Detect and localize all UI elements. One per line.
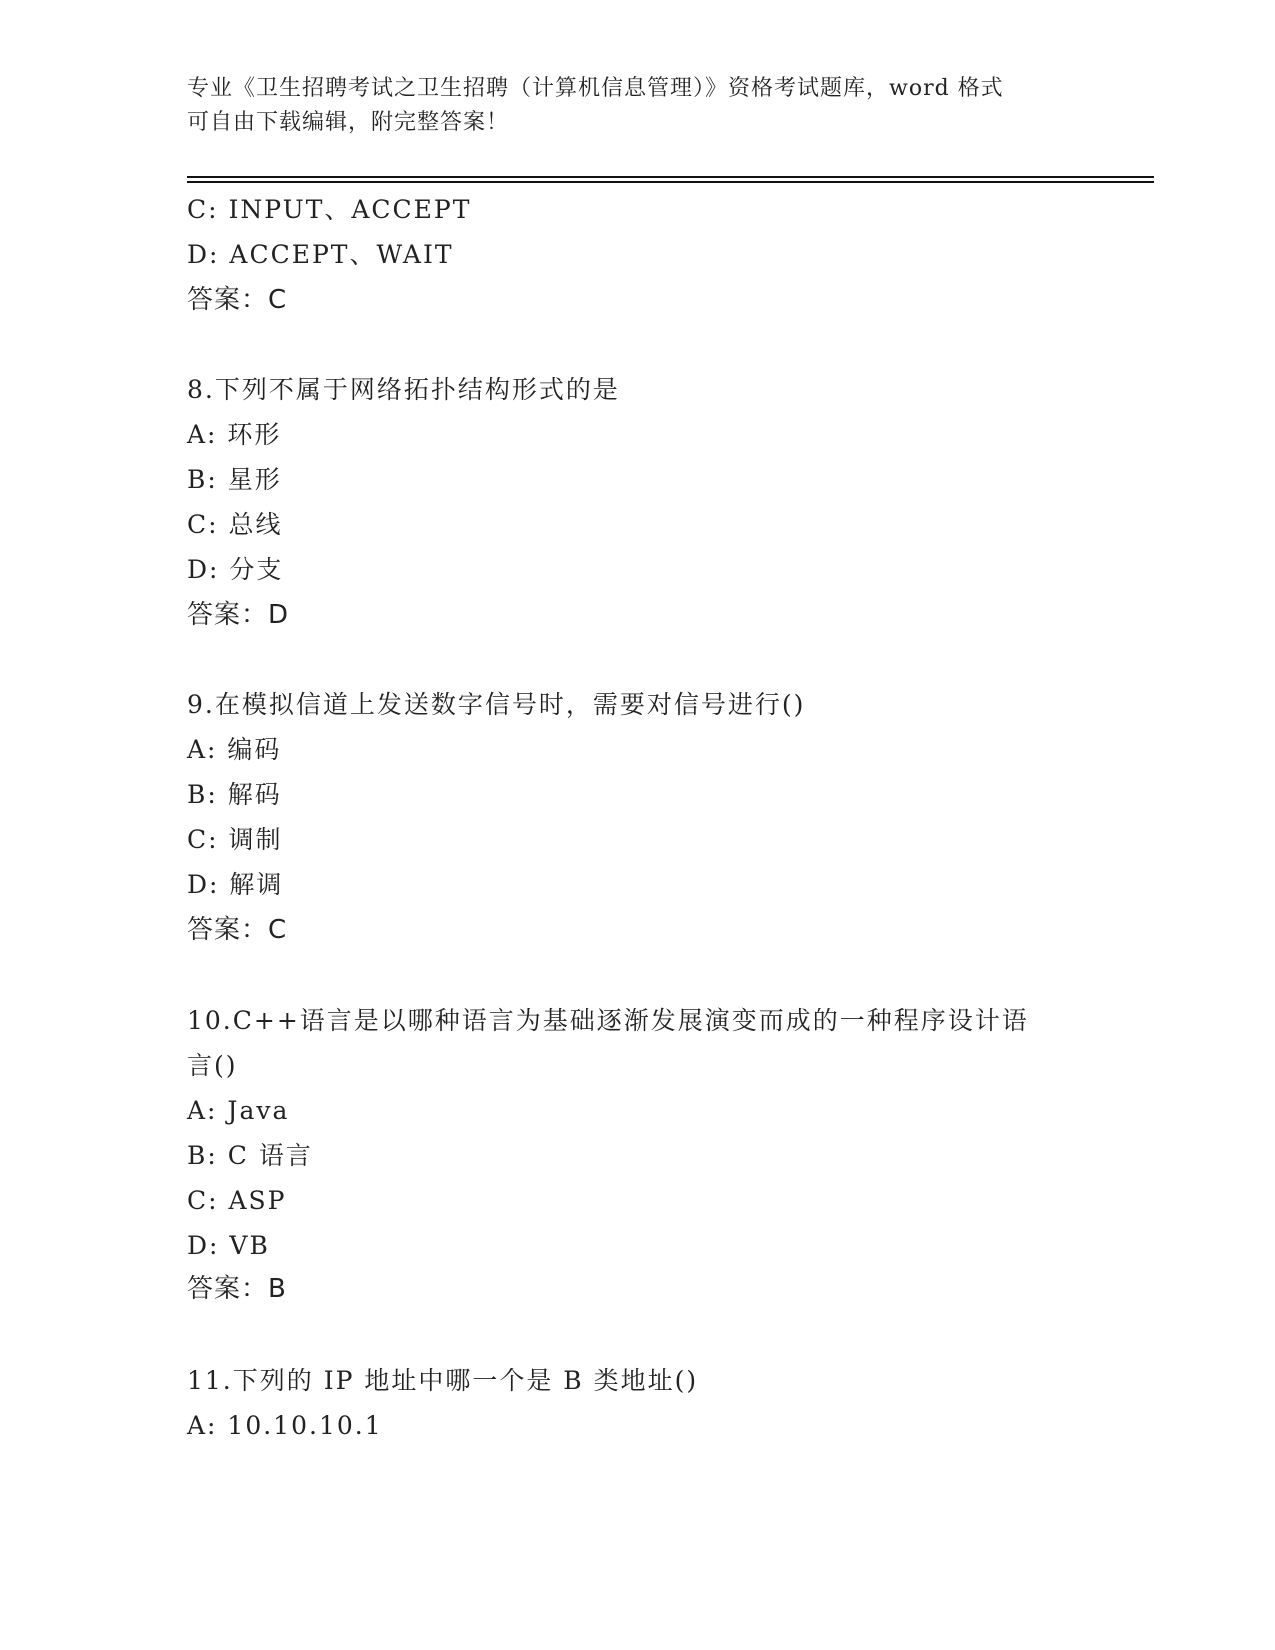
- q8-answer: 答案：D: [187, 600, 290, 630]
- q8-question: 8.下列不属于网络拓扑结构形式的是: [187, 375, 620, 404]
- q10-option-d: D: VB: [187, 1231, 270, 1260]
- header-rule-top: [187, 176, 1154, 178]
- q9-answer: 答案：C: [187, 915, 288, 945]
- q10-answer: 答案：B: [187, 1274, 287, 1304]
- header-rule-bottom: [187, 181, 1154, 183]
- q10-option-b: B: C 语言: [187, 1141, 313, 1170]
- header-line-2: 可自由下载编辑，附完整答案！: [187, 110, 510, 135]
- q9-question: 9.在模拟信道上发送数字信号时，需要对信号进行(): [187, 690, 806, 719]
- q9-option-d: D: 解调: [187, 870, 284, 899]
- q10-option-c: C: ASP: [187, 1186, 287, 1215]
- q10-option-a: A: Java: [187, 1096, 290, 1125]
- q11-option-a: A: 10.10.10.1: [187, 1411, 383, 1440]
- q8-option-c: C: 总线: [187, 510, 283, 539]
- q9-option-a: A: 编码: [187, 735, 282, 764]
- q10-question-line-1: 10.C++语言是以哪种语言为基础逐渐发展演变而成的一种程序设计语: [187, 1006, 1029, 1035]
- q7-option-c: C: INPUT、ACCEPT: [187, 195, 472, 224]
- q10-question-line-2: 言(): [187, 1051, 238, 1080]
- q8-option-a: A: 环形: [187, 420, 282, 449]
- document-header: [187, 72, 1067, 140]
- header-line-1: 专业《卫生招聘考试之卫生招聘（计算机信息管理）》资格考试题库，word 格式: [187, 76, 1004, 101]
- q9-option-b: B: 解码: [187, 780, 282, 809]
- q11-question: 11.下列的 IP 地址中哪一个是 B 类地址(): [187, 1366, 699, 1395]
- q7-answer: 答案：C: [187, 285, 288, 315]
- q8-option-b: B: 星形: [187, 465, 282, 494]
- q9-option-c: C: 调制: [187, 825, 283, 854]
- q8-option-d: D: 分支: [187, 555, 284, 584]
- q7-option-d: D: ACCEPT、WAIT: [187, 240, 454, 269]
